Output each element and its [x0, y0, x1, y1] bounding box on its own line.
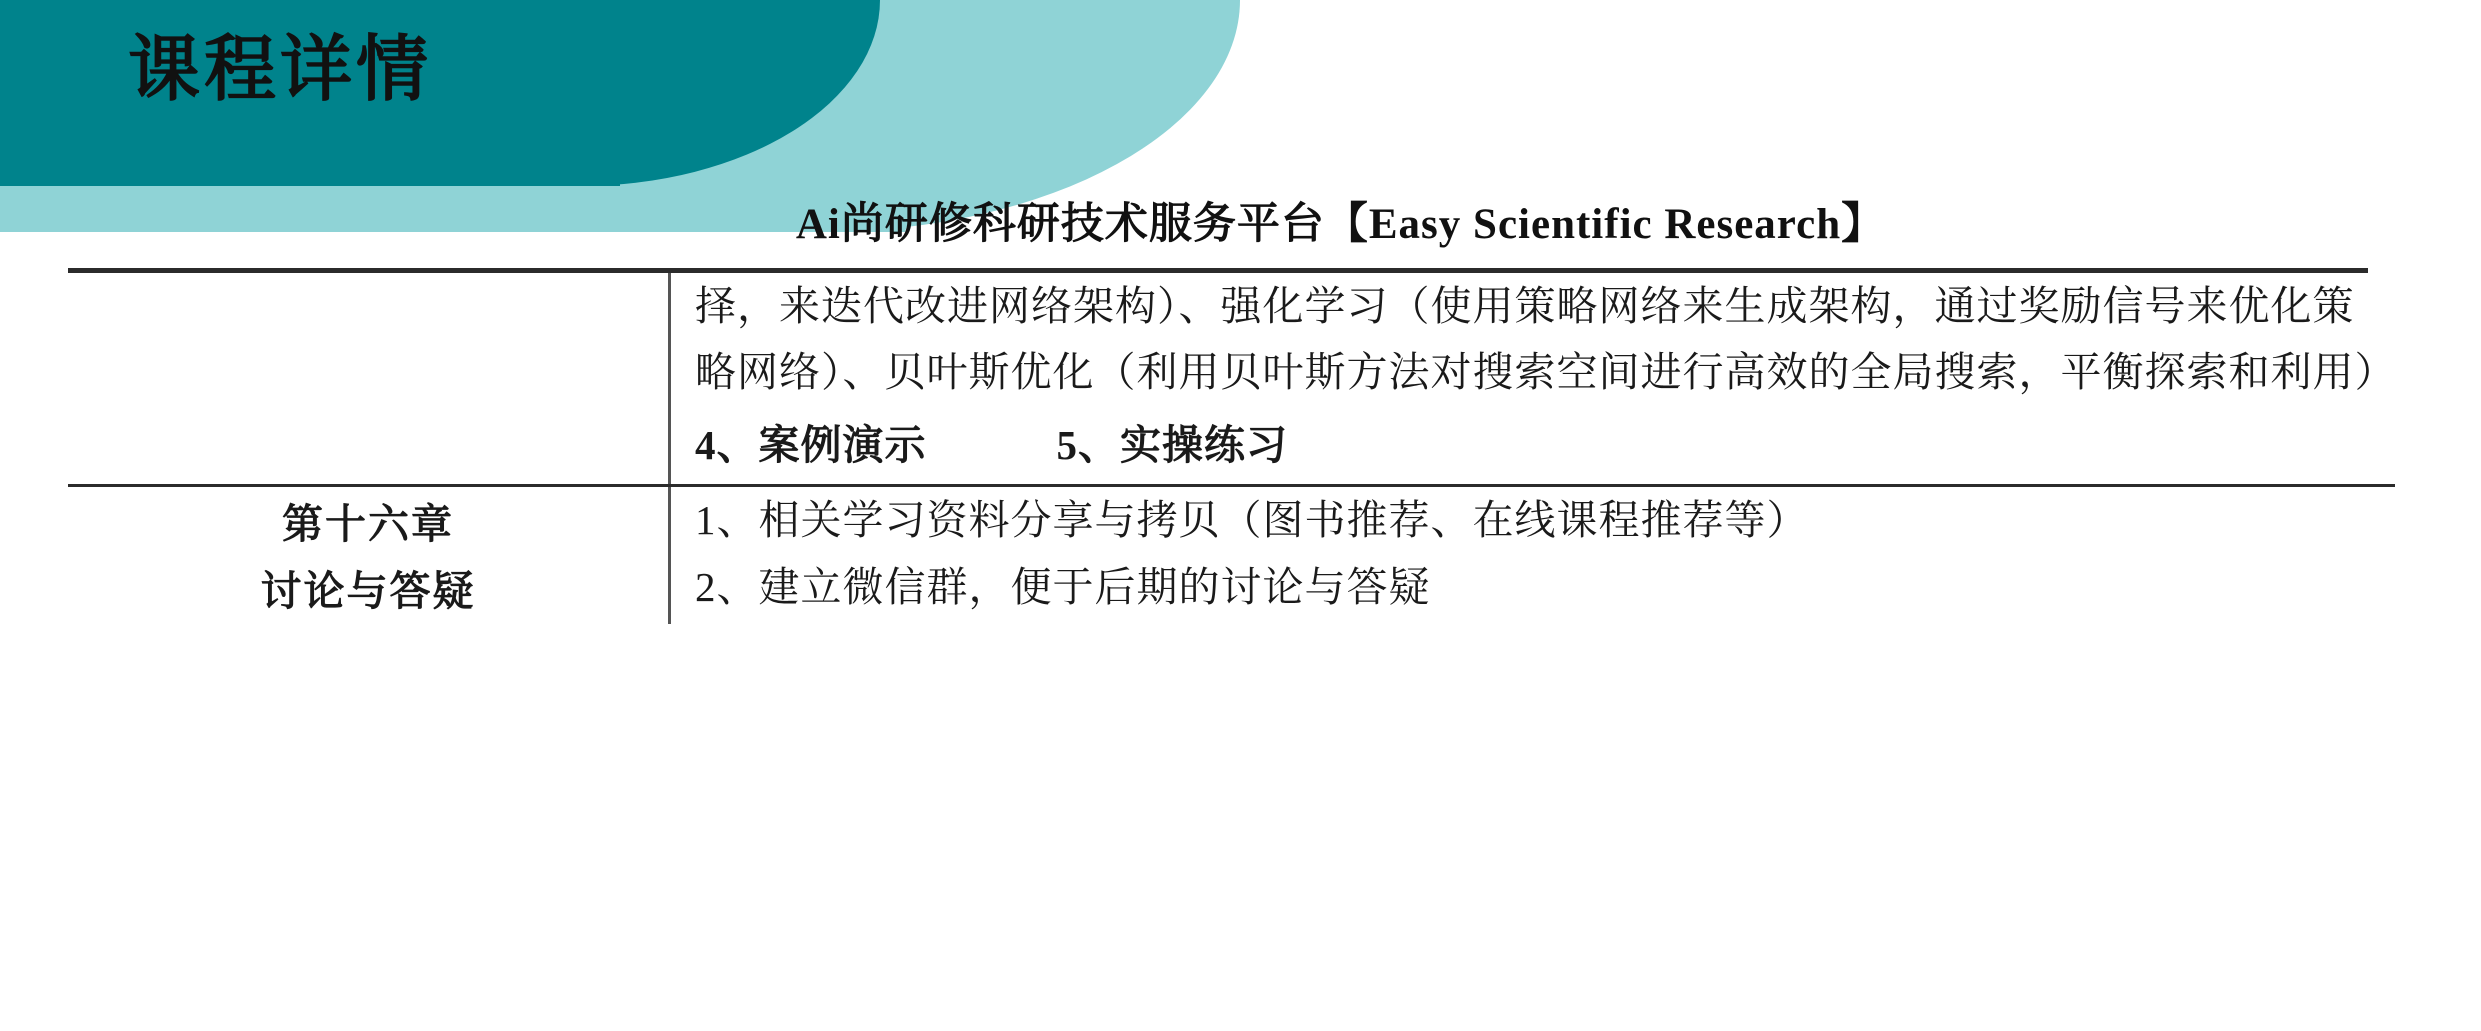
- table-cell-chapter: [68, 486, 670, 624]
- table-cell-content: [670, 273, 2396, 486]
- page-title: 课程详情: [128, 27, 433, 111]
- table-cell-chapter: [68, 273, 670, 486]
- table-row: [68, 273, 2395, 486]
- content-item-practice: 5、实操练习: [1056, 421, 1288, 468]
- content-paragraph: 择，来迭代改进网络架构）、强化学习（使用策略网络来生成架构，通过奖励信号来优化策略网络）、贝叶斯优化（利用贝叶斯方法对搜索空间进行高效的全局搜索，平衡探索和利用）: [695, 283, 2397, 396]
- table-cell-content: [670, 486, 2396, 624]
- chapter-title: 第十六章: [282, 501, 454, 548]
- chapter-title: [68, 273, 668, 277]
- chapter-subtitle: 讨论与答疑: [260, 567, 476, 614]
- table-row: [68, 486, 2395, 624]
- course-table-wrapper: [60, 268, 2420, 624]
- content-line: 1、相关学习资料分享与拷贝（图书推荐、在线课程推荐等）: [695, 497, 1809, 544]
- course-table: [68, 273, 2395, 624]
- content-item-row: [695, 406, 2395, 484]
- content-item-demo: 4、案例演示: [695, 421, 927, 468]
- platform-heading: Ai尚研修科研技术服务平台【Easy Scientific Research】: [795, 201, 1886, 248]
- content-line: 2、建立微信群，便于后期的讨论与答疑: [695, 563, 1431, 610]
